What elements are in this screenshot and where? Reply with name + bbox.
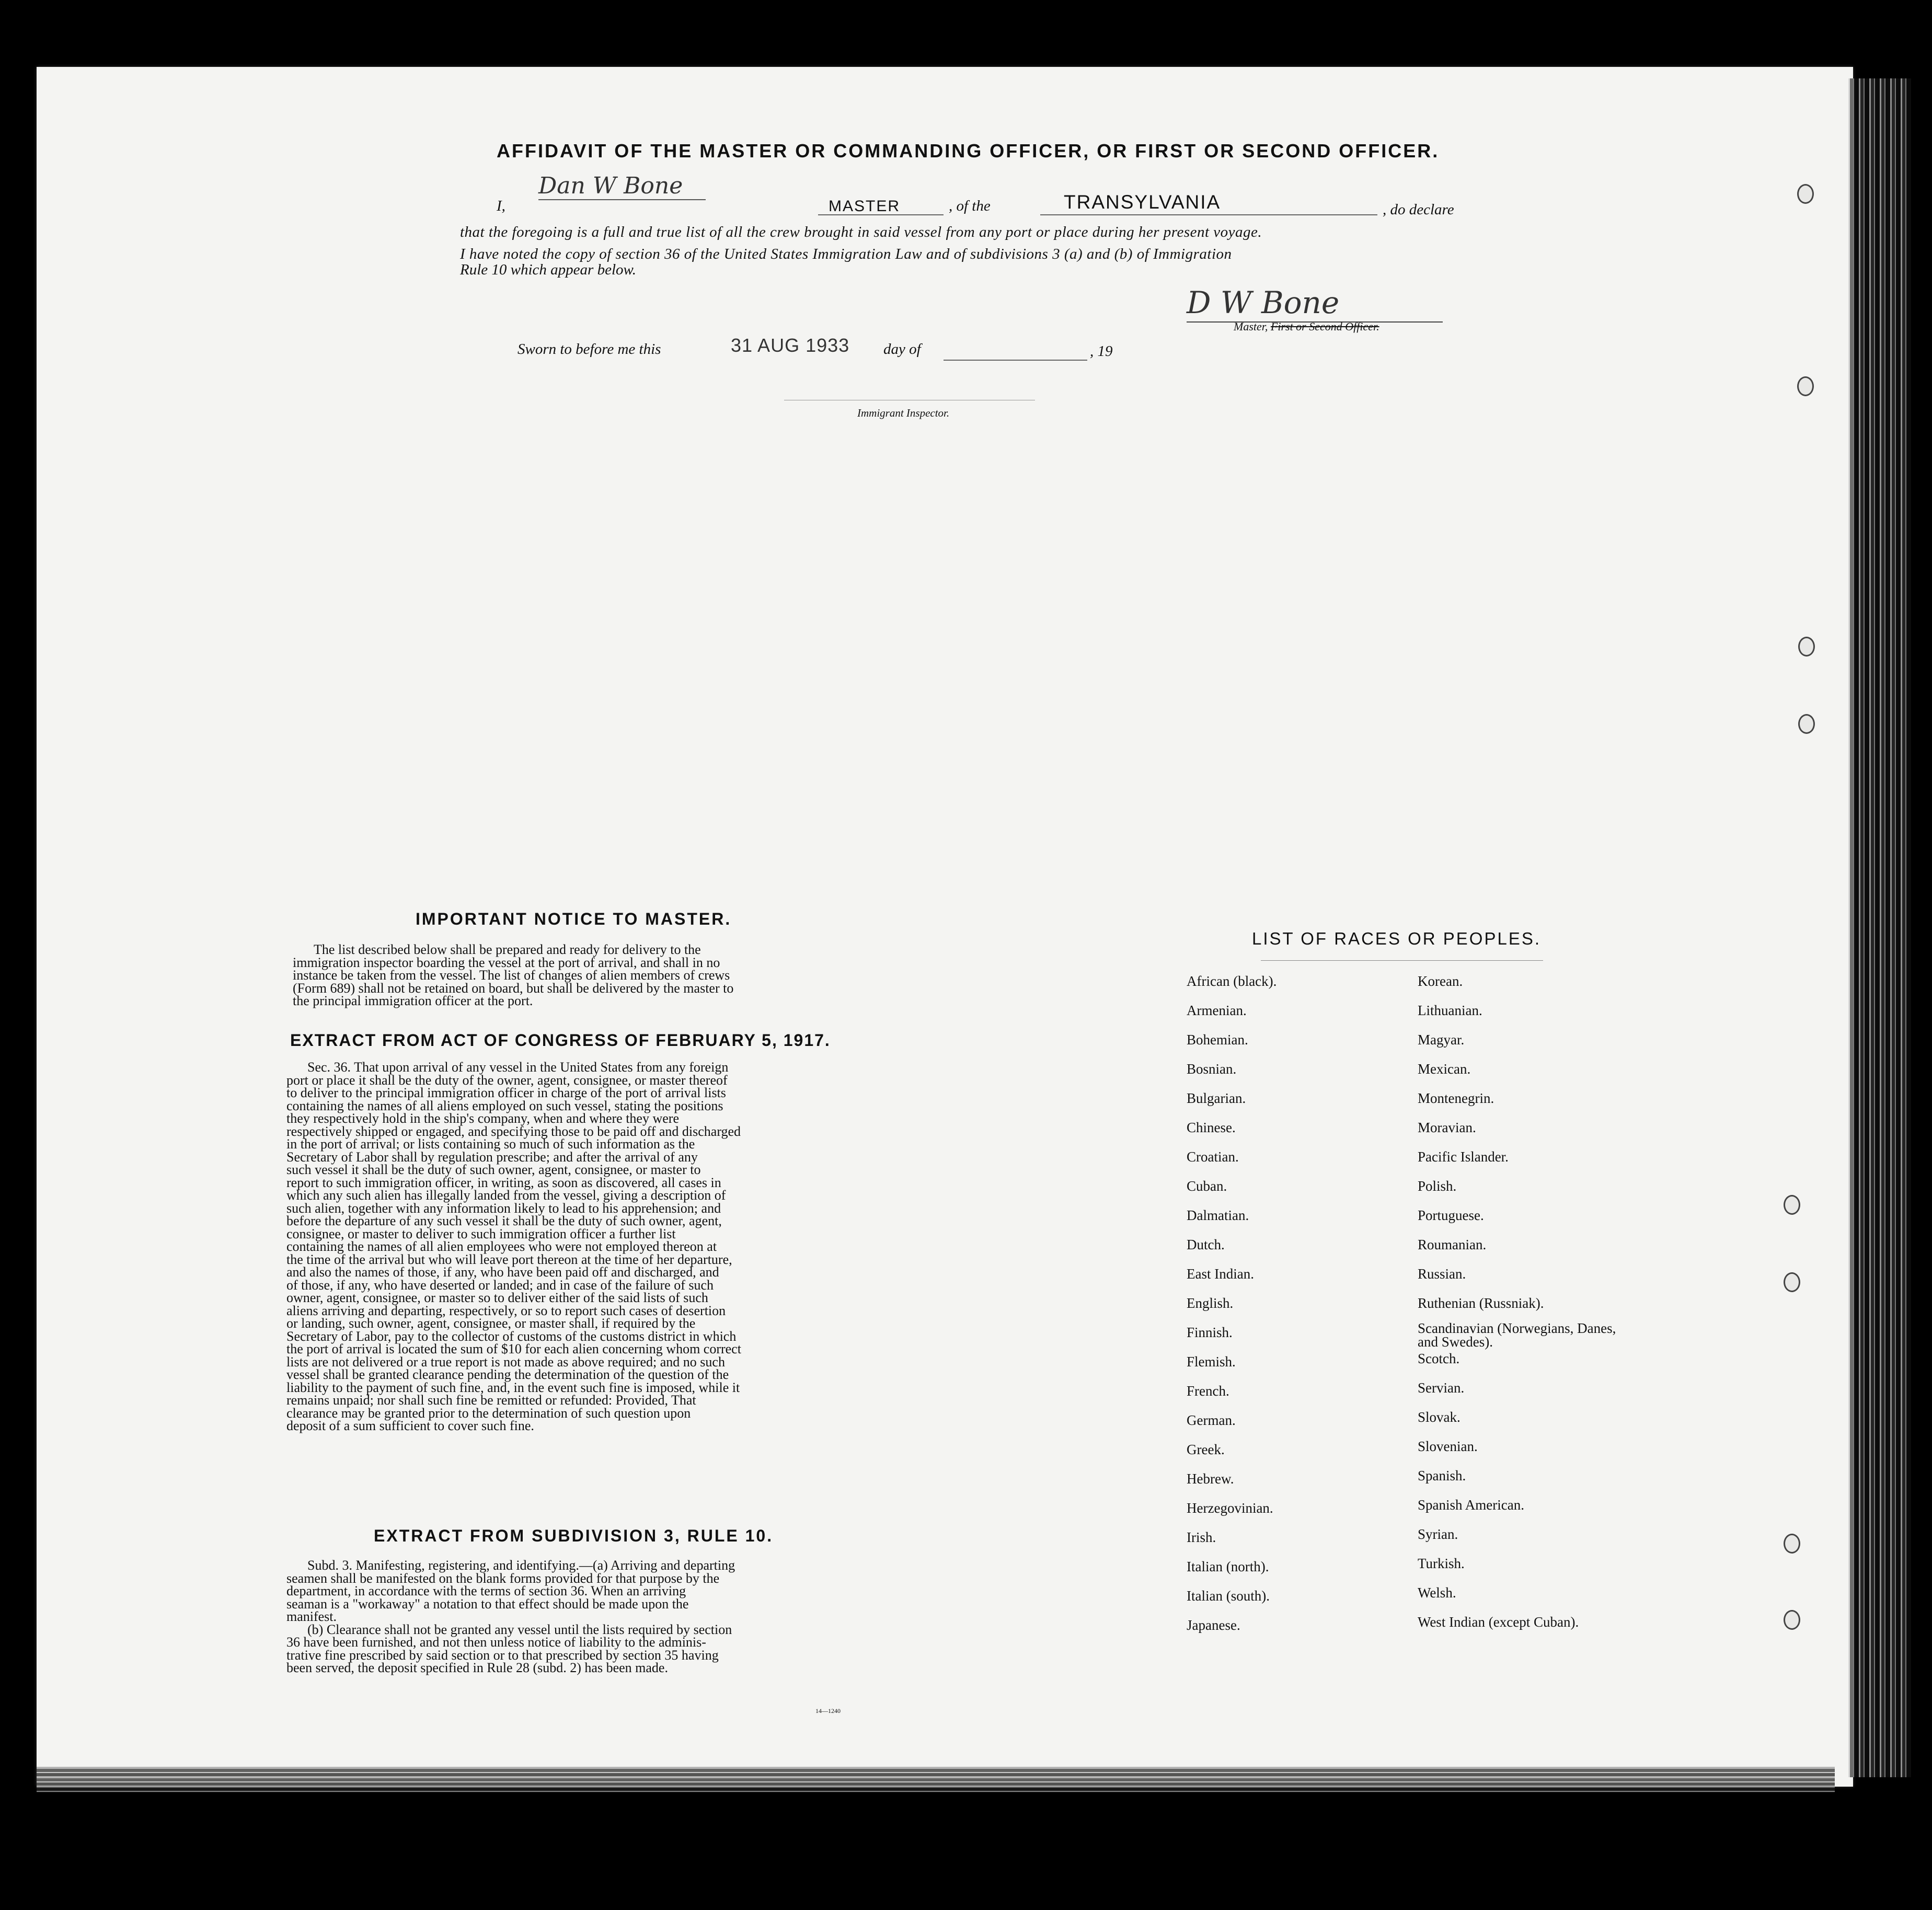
act-extract-line: to deliver to the principal immigration officer in charge of the port of arrival lists — [286, 1085, 726, 1100]
race-item: Mexican. — [1418, 1061, 1471, 1077]
race-item: Turkish. — [1418, 1556, 1465, 1571]
rule-extract-line: seamen shall be manifested on the blank forms provided for that purpose by the — [286, 1570, 720, 1586]
race-item: Spanish. — [1418, 1468, 1466, 1483]
race-item: West Indian (except Cuban). — [1418, 1614, 1579, 1630]
race-item: Syrian. — [1418, 1526, 1458, 1542]
race-item: Spanish American. — [1418, 1497, 1524, 1513]
rule-extract-line: trative fine prescribed by said section or to that prescribed by section 35 having — [286, 1647, 719, 1663]
race-item: Irish. — [1187, 1529, 1216, 1545]
races-left-column — [1187, 973, 1276, 1647]
inspector-caption: Immigrant Inspector. — [857, 407, 950, 419]
act-extract-line: they respectively hold in the ship's company, when and where they were — [286, 1111, 679, 1126]
act-extract-line: vessel shall be granted clearance pending the determination of the question of the — [286, 1367, 729, 1382]
act-extract-line: such vessel it shall be the duty of such owner, agent, consignee, or master to — [286, 1162, 701, 1177]
race-item: Montenegrin. — [1418, 1090, 1494, 1106]
notice-body — [293, 944, 896, 1008]
stacked-page-edges — [1848, 78, 1911, 1777]
sworn-prefix: Sworn to before me this — [518, 341, 661, 358]
binder-hole-icon — [1784, 1272, 1800, 1292]
notice-title: IMPORTANT NOTICE TO MASTER. — [416, 910, 732, 928]
act-extract-line: which any such alien has illegally landed from the vessel, giving a description of — [286, 1188, 726, 1203]
do-declare-label: , do declare — [1383, 201, 1454, 218]
rule-extract-line: department, in accordance with the terms of section 36. When an arriving — [286, 1583, 686, 1598]
race-item: French. — [1187, 1383, 1229, 1399]
act-extract-line: liability to the payment of such fine, and, in the event such fine is imposed, while it — [286, 1379, 740, 1395]
rule-extract-line: Subd. 3. Manifesting, registering, and identifying.—(a) Arriving and departing — [307, 1558, 735, 1573]
act-extract-line: Secretary of Labor shall by regulation prescribe; and after the arrival of any — [286, 1149, 698, 1165]
race-item: Italian (north). — [1187, 1559, 1269, 1574]
rule-extract-line: (b) Clearance shall not be granted any vessel until the lists required by section — [307, 1621, 732, 1637]
sworn-date-stamp: 31 AUG 1933 — [731, 335, 850, 356]
race-item: Japanese. — [1187, 1617, 1240, 1633]
binder-hole-icon — [1784, 1534, 1800, 1554]
binder-hole-icon — [1784, 1610, 1800, 1630]
rule-extract-line: seaman is a "workaway" a notation to that effect should be made upon the — [286, 1596, 689, 1612]
race-item: Pacific Islander. — [1418, 1149, 1509, 1165]
rule-extract-line: 36 have been furnished, and not then unless notice of liability to the adminis- — [286, 1635, 706, 1650]
vessel-name: TRANSYLVANIA — [1064, 191, 1221, 213]
race-item: Slovenian. — [1418, 1439, 1478, 1454]
master-signature: D W Bone — [1187, 285, 1340, 320]
races-right-column — [1418, 973, 1637, 1643]
affidavit-line4: Rule 10 which appear below. — [460, 261, 636, 278]
act-extract-line: port or place it shall be the duty of the owner, agent, consignee, or master thereof — [286, 1072, 728, 1088]
rule-extract-line: been served, the deposit specified in Rule 28 (subd. 2) has been made. — [286, 1660, 668, 1675]
act-extract-line: remains unpaid; nor shall such fine be remitted or refunded: Provided, That — [286, 1393, 696, 1408]
race-item: Hebrew. — [1187, 1471, 1234, 1487]
race-item: English. — [1187, 1295, 1234, 1311]
race-item: Greek. — [1187, 1442, 1225, 1457]
rule-extract-body — [286, 1559, 895, 1675]
act-extract-line: containing the names of all alien employees who were not employed thereon at — [286, 1239, 717, 1254]
act-extract-line: respectively shipped or engaged, and specifying those to be paid off and discharged — [286, 1123, 741, 1139]
race-item: Welsh. — [1418, 1585, 1456, 1601]
race-item: Scotch. — [1418, 1351, 1460, 1366]
race-item: Armenian. — [1187, 1003, 1247, 1018]
race-item: Servian. — [1418, 1380, 1465, 1396]
race-item: Finnish. — [1187, 1325, 1233, 1340]
race-item: German. — [1187, 1412, 1236, 1428]
race-item: Bulgarian. — [1187, 1090, 1246, 1106]
race-item: Russian. — [1418, 1266, 1466, 1282]
race-item: Dalmatian. — [1187, 1207, 1249, 1223]
race-item: Portuguese. — [1418, 1207, 1484, 1223]
act-extract-body — [286, 1061, 895, 1433]
race-item: Korean. — [1418, 973, 1463, 989]
act-extract-line: in the port of arrival; or lists containing so much of such information as the — [286, 1136, 695, 1152]
race-item: Lithuanian. — [1418, 1003, 1482, 1018]
race-item: Dutch. — [1187, 1237, 1225, 1252]
race-item: Herzegovinian. — [1187, 1500, 1273, 1516]
race-item: Croatian. — [1187, 1149, 1239, 1165]
act-extract-line: consignee, or master to deliver to such immigration officer a further list — [286, 1226, 676, 1241]
rule-extract-line: manifest. — [286, 1609, 337, 1624]
act-extract-line: and also the names of those, if any, who have been paid off and discharged, and — [286, 1264, 719, 1280]
sworn-day-of: day of — [883, 341, 921, 358]
notice-line: The list described below shall be prepared and ready for delivery to the — [314, 942, 701, 957]
affidavit-line3: I have noted the copy of section 36 of the United States Immigration Law and of subdivisions 3 (a) and (b) of Immigration — [460, 246, 1232, 262]
act-extract-line: Secretary of Labor, pay to the collector of customs of the customs district in which — [286, 1328, 737, 1344]
notice-line: instance be taken from the vessel. The list of changes of alien members of crews — [293, 968, 730, 983]
act-extract-line: Sec. 36. That upon arrival of any vessel in the United States from any foreign — [307, 1060, 729, 1075]
affidavit-title: AFFIDAVIT OF THE MASTER OR COMMANDING OFFICER, OR FIRST OR SECOND OFFICER. — [497, 140, 1440, 162]
sworn-month-line — [944, 360, 1087, 361]
race-item: Scandinavian (Norwegians, Danes, and Swedes). — [1418, 1320, 1616, 1350]
act-extract-line: report to such immigration officer, in writing, as soon as discovered, all cases in — [286, 1175, 721, 1190]
race-item: Chinese. — [1187, 1120, 1236, 1135]
races-title: LIST OF RACES OR PEOPLES. — [1252, 929, 1542, 948]
rank-underline — [818, 214, 944, 215]
act-extract-line: such alien, together with any information likely to lead to his apprehension; and — [286, 1200, 721, 1216]
rank-field: MASTER — [829, 198, 901, 215]
act-extract-line: of those, if any, who have deserted or landed; and in case of the failure of such — [286, 1277, 714, 1293]
race-item: Cuban. — [1187, 1178, 1227, 1194]
form-number: 14—1240 — [815, 1707, 841, 1715]
race-item: Slovak. — [1418, 1409, 1460, 1425]
race-item: Magyar. — [1418, 1032, 1465, 1048]
race-item: African (black). — [1187, 973, 1277, 989]
binder-hole-icon — [1784, 1195, 1800, 1215]
race-item: Ruthenian (Russniak). — [1418, 1295, 1544, 1311]
race-item: Bohemian. — [1187, 1032, 1248, 1048]
act-extract-line: containing the names of all aliens employed on such vessel, stating the positions — [286, 1098, 723, 1113]
race-item: Moravian. — [1418, 1120, 1476, 1135]
notice-line: immigration inspector boarding the vessel at the port of arrival, and shall in no — [293, 954, 720, 970]
binder-hole-icon — [1797, 184, 1814, 204]
affidavit-i: I, — [497, 198, 505, 214]
notice-line: the principal immigration officer at the port. — [293, 993, 533, 1008]
act-extract-line: before the departure of any such vessel it shall be the duty of such owner, agent, — [286, 1213, 722, 1228]
race-item: East Indian. — [1187, 1266, 1254, 1282]
race-item: Polish. — [1418, 1178, 1457, 1194]
vessel-underline — [1040, 214, 1377, 215]
master-caption-a: Master, — [1234, 320, 1268, 333]
act-extract-line: the port of arrival is located the sum of $10 for each alien concerning whom correct — [286, 1341, 741, 1356]
bottom-page-edges — [37, 1767, 1835, 1793]
binder-hole-icon — [1797, 376, 1814, 396]
binder-hole-icon — [1798, 637, 1815, 657]
affidavit-line1 — [497, 198, 505, 215]
race-item: Flemish. — [1187, 1354, 1236, 1370]
affidavit-line2: that the foregoing is a full and true list of all the crew brought in said vessel from any port or place during her present voyage. — [460, 224, 1262, 240]
of-the-label: , of the — [949, 198, 991, 214]
master-caption — [1234, 320, 1379, 333]
race-item: Bosnian. — [1187, 1061, 1237, 1077]
rule-extract-title: EXTRACT FROM SUBDIVISION 3, RULE 10. — [374, 1526, 774, 1545]
master-caption-struck: First or Second Officer. — [1270, 320, 1379, 333]
notice-line: (Form 689) shall not be retained on board, but shall be delivered by the master to — [293, 980, 734, 996]
act-extract-line: the time of the arrival but who will leave port thereon at the time of her departure, — [286, 1251, 732, 1267]
race-item: Italian (south). — [1187, 1588, 1270, 1604]
act-extract-line: clearance may be granted prior to the determination of such question upon — [286, 1405, 691, 1421]
binder-hole-icon — [1798, 714, 1815, 734]
sworn-year: , 19 — [1090, 343, 1113, 360]
race-item: Roumanian. — [1418, 1237, 1487, 1252]
act-extract-line: aliens arriving and departing, respectively, or so to report such cases of desertion — [286, 1303, 726, 1318]
act-extract-title: EXTRACT FROM ACT OF CONGRESS OF FEBRUARY 5, 1917. — [290, 1031, 831, 1050]
act-extract-line: deposit of a sum sufficient to cover such fine. — [286, 1418, 534, 1433]
act-extract-line: lists are not delivered or a true report is not made as above required; and no such — [286, 1354, 725, 1370]
master-name-signature: Dan W Bone — [538, 172, 706, 200]
act-extract-line: owner, agent, consignee, or master so to deliver either of the said lists of such — [286, 1290, 708, 1305]
act-extract-line: or landing, such owner, agent, consignee, or master shall, if required by the — [286, 1316, 696, 1331]
races-title-rule — [1261, 960, 1543, 961]
